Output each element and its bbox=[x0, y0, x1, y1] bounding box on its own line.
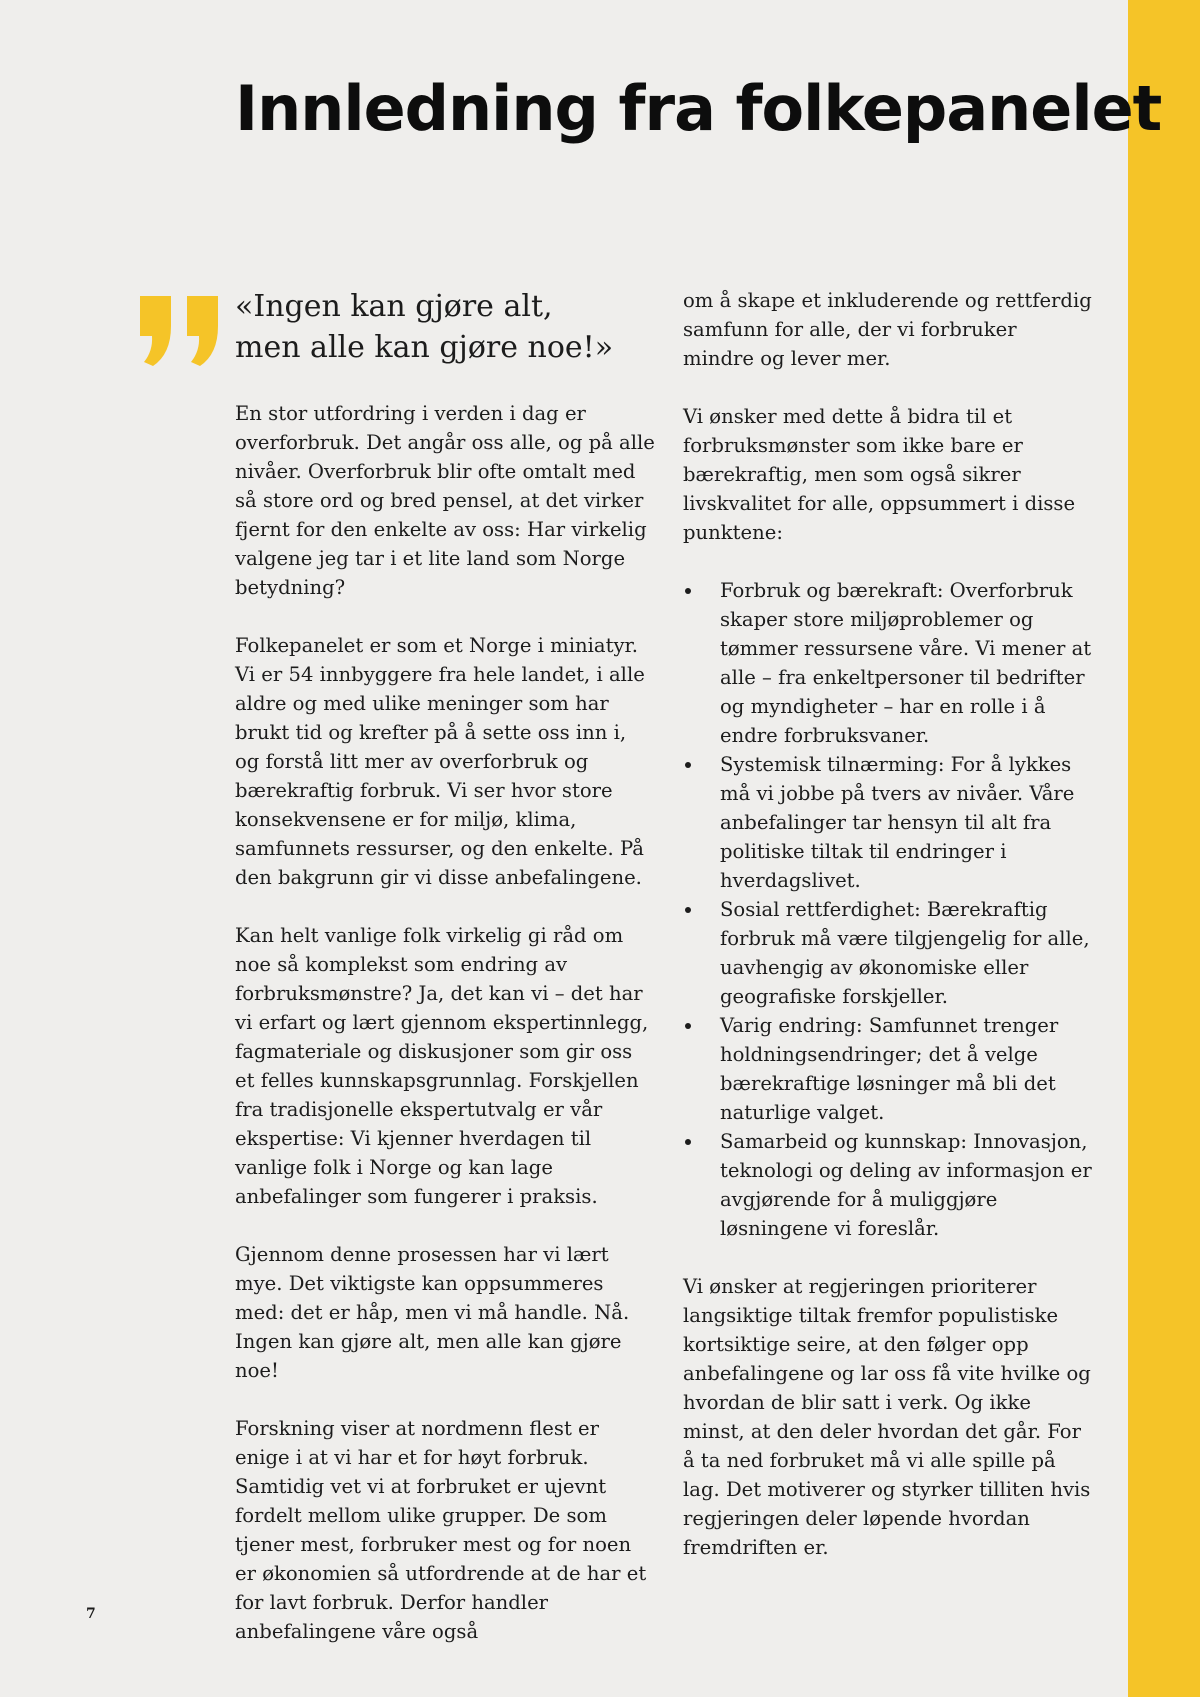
pull-quote-line-2: men alle kan gjøre noe!» bbox=[235, 330, 614, 365]
paragraph: Gjennom denne prosessen har vi lært mye. Det viktigste kan oppsummeres med: det er håp, men vi må handle. Nå. Ingen kan gjøre alt, men alle kan gjøre noe! bbox=[235, 1243, 630, 1382]
list-item: Sosial rettferdighet: Bærekraftig forbruk må være tilgjengelig for alle, uavhengig av økonomiske eller geografiske forskjeller. bbox=[683, 895, 1093, 1011]
left-column bbox=[235, 399, 655, 1675]
list-item: Samarbeid og kunnskap: Innovasjon, teknologi og deling av informasjon er avgjørende for å muliggjøre løsningene vi foreslår. bbox=[683, 1127, 1093, 1243]
paragraph: Vi ønsker at regjeringen prioriterer langsiktige tiltak fremfor populistiske kortsiktige seire, at den følger opp anbefalingene og lar oss få vite hvilke og hvordan de blir satt i verk. Og ikke minst, at den deler hvordan det går. For å ta ned forbruket må vi alle spille på lag. Det motiverer og styrker tilliten hvis regjeringen deler løpende hvordan fremdriften er. bbox=[683, 1275, 1091, 1559]
key-points-list bbox=[683, 576, 1093, 1243]
pull-quote-line-1: «Ingen kan gjøre alt, bbox=[235, 289, 553, 324]
right-column bbox=[683, 286, 1093, 1591]
paragraph: Kan helt vanlige folk virkelig gi råd om noe så komplekst som endring av forbruksmønstre? Ja, det kan vi – det har vi erfart og lært gjennom ekspertinnlegg, fagmateriale og diskusjoner som gir oss et felles kunnskapsgrunnlag. Forskjellen fra tradisjonelle ekspertutvalg er vår ekspertise: Vi kjenner hverdagen til vanlige folk i Norge og kan lage anbefalinger som fungerer i praksis. bbox=[235, 924, 649, 1208]
list-item: Forbruk og bærekraft: Overforbruk skaper store miljøproblemer og tømmer ressursene våre. Vi mener at alle – fra enkeltpersoner til bedrifter og myndigheter – har en rolle i å endre forbruksvaner. bbox=[683, 576, 1093, 750]
closing-quote-icon bbox=[140, 296, 222, 366]
page-number: 7 bbox=[86, 1606, 96, 1622]
accent-side-bar bbox=[1128, 0, 1200, 1697]
paragraph: En stor utfordring i verden i dag er overforbruk. Det angår oss alle, og på alle nivåer. Overforbruk blir ofte omtalt med så store ord og bred pensel, at det virker fjernt for den enkelte av oss: Har virkelig valgene jeg tar i et lite land som Norge betydning? bbox=[235, 402, 655, 599]
paragraph: Vi ønsker med dette å bidra til et forbruksmønster som ikke bare er bærekraftig, men som også sikrer livskvalitet for alle, oppsummert i disse punktene: bbox=[683, 405, 1076, 544]
page-title: Innledning fra folkepanelet bbox=[235, 72, 1162, 145]
paragraph: om å skape et inkluderende og rettferdig samfunn for alle, der vi forbruker mindre og lever mer. bbox=[683, 289, 1092, 370]
list-item: Systemisk tilnærming: For å lykkes må vi jobbe på tvers av nivåer. Våre anbefalinger tar hensyn til alt fra politiske tiltak til endringer i hverdagslivet. bbox=[683, 750, 1093, 895]
paragraph: Folkepanelet er som et Norge i miniatyr. Vi er 54 innbyggere fra hele landet, i alle aldre og med ulike meninger som har brukt tid og krefter på å sette oss inn i, og forstå litt mer av overforbruk og bærekraftig forbruk. Vi ser hvor store konsekvensene er for miljø, klima, samfunnets ressurser, og den enkelte. På den bakgrunn gir vi disse anbefalingene. bbox=[235, 634, 645, 889]
paragraph: Forskning viser at nordmenn flest er enige i at vi har et for høyt forbruk. Samtidig vet vi at forbruket er ujevnt fordelt mellom ulike grupper. De som tjener mest, forbruker mest og for noen er økonomien så utfordrende at de har et for lavt forbruk. Derfor handler anbefalingene våre også bbox=[235, 1417, 647, 1643]
list-item: Varig endring: Samfunnet trenger holdningsendringer; det å velge bærekraftige løsninger må bli det naturlige valget. bbox=[683, 1011, 1093, 1127]
pull-quote bbox=[235, 286, 655, 368]
